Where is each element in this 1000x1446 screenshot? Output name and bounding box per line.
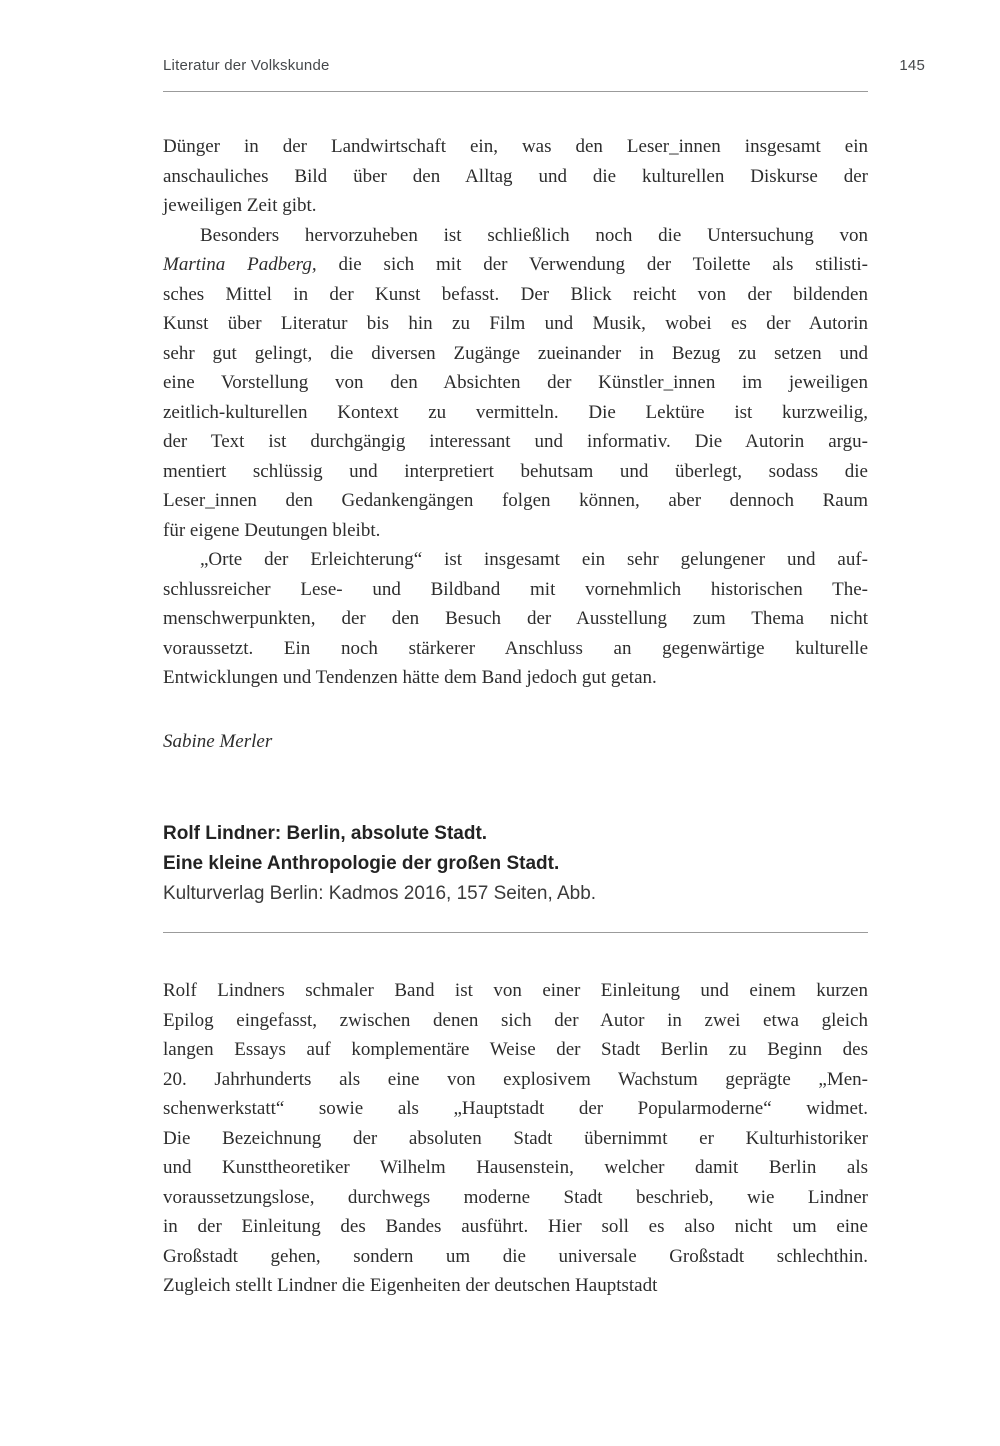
text-line: Entwicklungen und Tendenzen hätte dem Band jedoch gut getan. (163, 667, 657, 688)
text-line: Epilog eingefasst, zwischen denen sich der Autor in zwei etwa gleich (163, 1009, 868, 1031)
text-line: „Orte der Erleichterung“ ist insgesamt ein sehr gelungener und auf- (200, 549, 868, 570)
text-line: in der Einleitung des Bandes ausführt. Hier soll es also nicht um eine (163, 1216, 868, 1237)
text-line: für eigene Deutungen bleibt. (163, 519, 381, 541)
text-line: Martina Padberg, die sich mit der Verwendung der Toilette als stilisti- (163, 254, 868, 275)
text-line: jeweiligen Zeit gibt. (163, 195, 317, 216)
text-line: schenwerkstatt“ sowie als „Hauptstadt der Popularmoderne“ widmet. (163, 1098, 868, 1119)
text-line: mentiert schlüssig und interpretiert behutsam und überlegt, sodass die (163, 460, 868, 482)
text-line: anschauliches Bild über den Alltag und die kulturellen Diskurse der (163, 165, 868, 187)
running-title: Literatur der Volkskunde (163, 57, 330, 74)
paragraph (163, 221, 868, 546)
book-title-line2: Eine kleine Anthropologie der großen Stadt. (163, 853, 560, 874)
text-line: 20. Jahrhunderts als eine von explosivem Wachstum geprägte „Men- (163, 1068, 868, 1090)
running-header (163, 0, 925, 74)
text-line: sches Mittel in der Kunst befasst. Der Blick reicht von der bildenden (163, 283, 868, 305)
text-line: Rolf Lindners schmaler Band ist von einer Einleitung und einem kurzen (163, 980, 868, 1001)
next-review-body-text (163, 976, 868, 1301)
text-line: menschwerpunkten, der den Besuch der Ausstellung zum Thema nicht (163, 608, 868, 629)
paragraph (163, 545, 868, 693)
paragraph (163, 976, 868, 1301)
text-line: sehr gut gelingt, die diversen Zugänge zueinander in Bezug zu setzen und (163, 342, 868, 364)
text-line: eine Vorstellung von den Absichten der Künstler_innen im jeweiligen (163, 372, 868, 393)
reviewer-name: Sabine Merler (163, 730, 273, 752)
text-line: Die Bezeichnung der absoluten Stadt übernimmt er Kulturhistoriker (163, 1127, 868, 1149)
section-rule (163, 932, 868, 933)
text-line: voraussetzt. Ein noch stärkerer Anschluss an gegenwärtige kulturelle (163, 637, 868, 659)
text-line: langen Essays auf komplementäre Weise der Stadt Berlin zu Beginn des (163, 1039, 868, 1060)
text-line: der Text ist durchgängig interessant und informativ. Die Autorin argu- (163, 431, 868, 452)
text-line: Leser_innen den Gedankengängen folgen können, aber dennoch Raum (163, 490, 868, 511)
text-line: und Kunsttheoretiker Wilhelm Hausenstein, welcher damit Berlin als (163, 1157, 868, 1178)
text-line: Großstadt gehen, sondern um die universale Großstadt schlechthin. (163, 1245, 868, 1267)
review-conclusion-text (163, 132, 868, 693)
book-title-line1: Rolf Lindner: Berlin, absolute Stadt. (163, 823, 488, 844)
header-rule (163, 91, 868, 92)
text-line: schlussreicher Lese- und Bildband mit vornehmlich historischen The- (163, 578, 868, 600)
text-line: zeitlich-kulturellen Kontext zu vermitteln. Die Lektüre ist kurzweilig, (163, 401, 868, 423)
text-line: Besonders hervorzuheben ist schließlich noch die Untersuchung von (200, 224, 868, 246)
text-line: Zugleich stellt Lindner die Eigenheiten der deutschen Hauptstadt (163, 1275, 658, 1296)
book-imprint: Kulturverlag Berlin: Kadmos 2016, 157 Seiten, Abb. (163, 883, 597, 904)
text-line: Kunst über Literatur bis hin zu Film und Musik, wobei es der Autorin (163, 313, 868, 334)
text-line: Dünger in der Landwirtschaft ein, was den Leser_innen insgesamt ein (163, 136, 868, 157)
next-review-heading (163, 819, 868, 909)
text-line: voraussetzungslose, durchwegs moderne Stadt beschrieb, wie Lindner (163, 1186, 868, 1208)
paragraph (163, 132, 868, 221)
page-number: 145 (899, 57, 925, 74)
